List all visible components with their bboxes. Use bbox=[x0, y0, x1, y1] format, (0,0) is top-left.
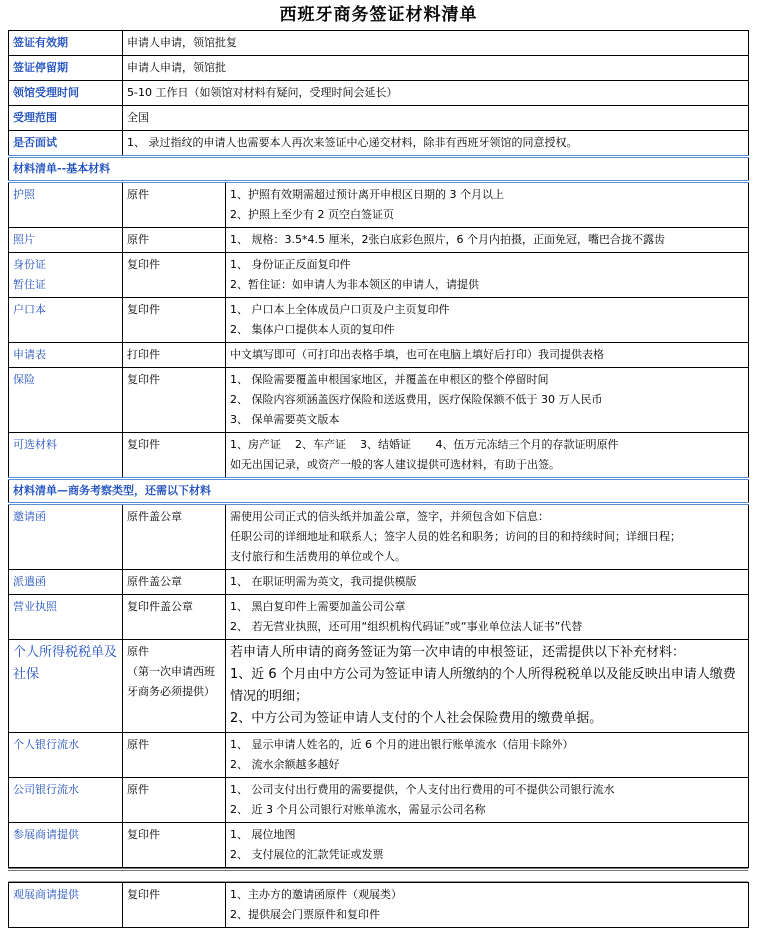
detail-line: 2、 流水余额越多越好 bbox=[230, 758, 340, 771]
item-detail bbox=[226, 343, 749, 368]
item-detail bbox=[226, 182, 749, 228]
detail-line: 如无出国记录，或资产一般的客人建议提供可选材料，有助于出签。 bbox=[230, 458, 560, 471]
detail-line: 1、 保险需要覆盖申根国家地区，并覆盖在申根区的整个停留时间 bbox=[230, 373, 549, 386]
item-type: 原件 bbox=[123, 228, 226, 253]
detail-line: 2、中方公司为签证申请人支付的个人社会保险费用的缴费单据。 bbox=[230, 711, 603, 726]
item-name: 邀请函 bbox=[9, 504, 123, 570]
table-row bbox=[9, 368, 749, 433]
item-name: 护照 bbox=[9, 182, 123, 228]
item-type: 原件盖公章 bbox=[123, 504, 226, 570]
item-name: 申请表 bbox=[9, 343, 123, 368]
item-type: 原件 bbox=[123, 182, 226, 228]
table-row bbox=[9, 81, 749, 106]
table-row bbox=[9, 640, 749, 733]
item-type: 复印件盖公章 bbox=[123, 595, 226, 640]
item-type: 复印件 bbox=[123, 823, 226, 868]
item-detail bbox=[226, 570, 749, 595]
item-name: 户口本 bbox=[9, 298, 123, 343]
detail-line: 2、 集体户口提供本人页的复印件 bbox=[230, 323, 395, 336]
checklist-table-continued bbox=[8, 882, 749, 928]
item-name: 个人所得税税单及社保 bbox=[9, 640, 123, 733]
item-name-line: 暂住证 bbox=[13, 278, 46, 291]
detail-line: 3、 保单需要英文版本 bbox=[230, 413, 340, 426]
item-name: 派遣函 bbox=[9, 570, 123, 595]
item-type: 复印件 bbox=[123, 298, 226, 343]
detail-line: 1、 身份证正反面复印件 bbox=[230, 258, 351, 271]
row-label: 是否面试 bbox=[9, 131, 123, 157]
item-type-line: 原件 bbox=[127, 645, 149, 658]
table-row bbox=[9, 343, 749, 368]
item-name: 照片 bbox=[9, 228, 123, 253]
section-header bbox=[9, 157, 749, 182]
table-row bbox=[9, 56, 749, 81]
row-value: 全国 bbox=[123, 106, 749, 131]
detail-line: 若申请人所申请的商务签证为第一次申请的申根签证，还需提供以下补充材料： bbox=[230, 645, 686, 660]
detail-line: 1、 公司支付出行费用的需要提供，个人支付出行费用的可不提供公司银行流水 bbox=[230, 783, 615, 796]
item-detail bbox=[226, 298, 749, 343]
item-name: 保险 bbox=[9, 368, 123, 433]
item-name bbox=[9, 253, 123, 298]
row-label: 受理范围 bbox=[9, 106, 123, 131]
item-detail bbox=[226, 228, 749, 253]
item-name: 营业执照 bbox=[9, 595, 123, 640]
item-detail bbox=[226, 823, 749, 868]
item-detail bbox=[226, 504, 749, 570]
item-name-line: 身份证 bbox=[13, 258, 46, 271]
table-row bbox=[9, 131, 749, 157]
page-break-divider bbox=[8, 868, 748, 882]
detail-line: 2、护照上至少有 2 页空白签证页 bbox=[230, 208, 394, 221]
detail-line: 1、 黑白复印件上需要加盖公司公章 bbox=[230, 600, 406, 613]
section-title: 材料清单—商务考察类型，还需以下材料 bbox=[9, 479, 749, 504]
item-name: 参展商请提供 bbox=[9, 823, 123, 868]
item-name: 可选材料 bbox=[9, 433, 123, 479]
detail-line: 中文填写即可（可打印出表格手填，也可在电脑上填好后打印）我司提供表格 bbox=[230, 348, 604, 361]
item-detail bbox=[226, 778, 749, 823]
item-name: 公司银行流水 bbox=[9, 778, 123, 823]
item-type: 原件盖公章 bbox=[123, 570, 226, 595]
detail-line: 2、 支付展位的汇款凭证或发票 bbox=[230, 848, 384, 861]
detail-line: 1、主办方的邀请函原件（观展类） bbox=[230, 888, 402, 901]
item-type: 复印件 bbox=[123, 253, 226, 298]
table-row bbox=[9, 253, 749, 298]
item-type: 原件 bbox=[123, 778, 226, 823]
table-row bbox=[9, 883, 749, 928]
item-type: 复印件 bbox=[123, 433, 226, 479]
item-detail bbox=[226, 595, 749, 640]
detail-line: 2、 近 3 个月公司银行对账单流水，需显示公司名称 bbox=[230, 803, 486, 816]
checklist-table bbox=[8, 30, 749, 868]
table-row bbox=[9, 570, 749, 595]
table-row bbox=[9, 595, 749, 640]
detail-line: 支付旅行和生活费用的单位或个人。 bbox=[230, 550, 406, 563]
item-detail bbox=[226, 253, 749, 298]
detail-line: 需使用公司正式的信头纸并加盖公章，签字，并须包含如下信息： bbox=[230, 510, 549, 523]
table-row bbox=[9, 182, 749, 228]
table-row bbox=[9, 228, 749, 253]
detail-line: 任职公司的详细地址和联系人；签字人员的姓名和职务；访问的目的和持续时间；详细日程； bbox=[230, 530, 681, 543]
detail-line: 1、 在职证明需为英文，我司提供模版 bbox=[230, 575, 417, 588]
table-row bbox=[9, 106, 749, 131]
detail-line: 2、提供展会门票原件和复印件 bbox=[230, 908, 380, 921]
detail-line: 1、护照有效期需超过预计离开申根区日期的 3 个月以上 bbox=[230, 188, 504, 201]
item-type: 原件 bbox=[123, 733, 226, 778]
item-detail bbox=[226, 433, 749, 479]
item-detail bbox=[226, 368, 749, 433]
detail-line: 1、 规格：3.5*4.5 厘米，2张白底彩色照片，6 个月内拍摄，正面免冠，嘴巴合拢不露齿 bbox=[230, 233, 665, 246]
item-detail bbox=[226, 640, 749, 733]
section-title: 材料清单--基本材料 bbox=[9, 157, 749, 182]
row-label: 签证有效期 bbox=[9, 31, 123, 56]
table-row bbox=[9, 778, 749, 823]
detail-line: 1、 户口本上全体成员户口页及户主页复印件 bbox=[230, 303, 450, 316]
detail-line: 1、近 6 个月由中方公司为签证申请人所缴纳的个人所得税税单以及能反映出申请人缴费情况的明细； bbox=[230, 667, 736, 704]
item-type-note: （第一次申请西班牙商务必须提供） bbox=[127, 665, 215, 698]
table-row bbox=[9, 823, 749, 868]
row-value: 5-10 工作日（如领馆对材料有疑问，受理时间会延长） bbox=[123, 81, 749, 106]
item-type: 复印件 bbox=[123, 368, 226, 433]
item-name: 个人银行流水 bbox=[9, 733, 123, 778]
detail-line: 2、暂住证：如申请人为非本领区的申请人，请提供 bbox=[230, 278, 479, 291]
detail-line: 2、 若无营业执照，还可用“组织机构代码证”或“事业单位法人证书”代替 bbox=[230, 620, 583, 633]
detail-line: 2、 保险内容须涵盖医疗保险和送返费用，医疗保险保额不低于 30 万人民币 bbox=[230, 393, 603, 406]
detail-line: 1、 展位地图 bbox=[230, 828, 296, 841]
table-row bbox=[9, 31, 749, 56]
detail-line: 1、房产证 2、车产证 3、结婚证 4、伍万元冻结三个月的存款证明原件 bbox=[230, 438, 619, 451]
page-title: 西班牙商务签证材料清单 bbox=[279, 5, 478, 25]
row-value: 申请人申请，领馆批 bbox=[123, 56, 749, 81]
item-detail bbox=[226, 883, 749, 928]
row-value: 申请人申请，领馆批复 bbox=[123, 31, 749, 56]
row-label: 签证停留期 bbox=[9, 56, 123, 81]
item-name: 观展商请提供 bbox=[9, 883, 123, 928]
item-type: 打印件 bbox=[123, 343, 226, 368]
item-type bbox=[123, 640, 226, 733]
table-row bbox=[9, 433, 749, 479]
detail-line: 1、 显示申请人姓名的，近 6 个月的进出银行账单流水（信用卡除外） bbox=[230, 738, 574, 751]
row-label: 领馆受理时间 bbox=[9, 81, 123, 106]
item-type: 复印件 bbox=[123, 883, 226, 928]
row-value: 1、 录过指纹的申请人也需要本人再次来签证中心递交材料，除非有西班牙领馆的同意授权。 bbox=[123, 131, 749, 157]
item-detail bbox=[226, 733, 749, 778]
table-row bbox=[9, 298, 749, 343]
table-row bbox=[9, 733, 749, 778]
table-row bbox=[9, 504, 749, 570]
section-header bbox=[9, 479, 749, 504]
